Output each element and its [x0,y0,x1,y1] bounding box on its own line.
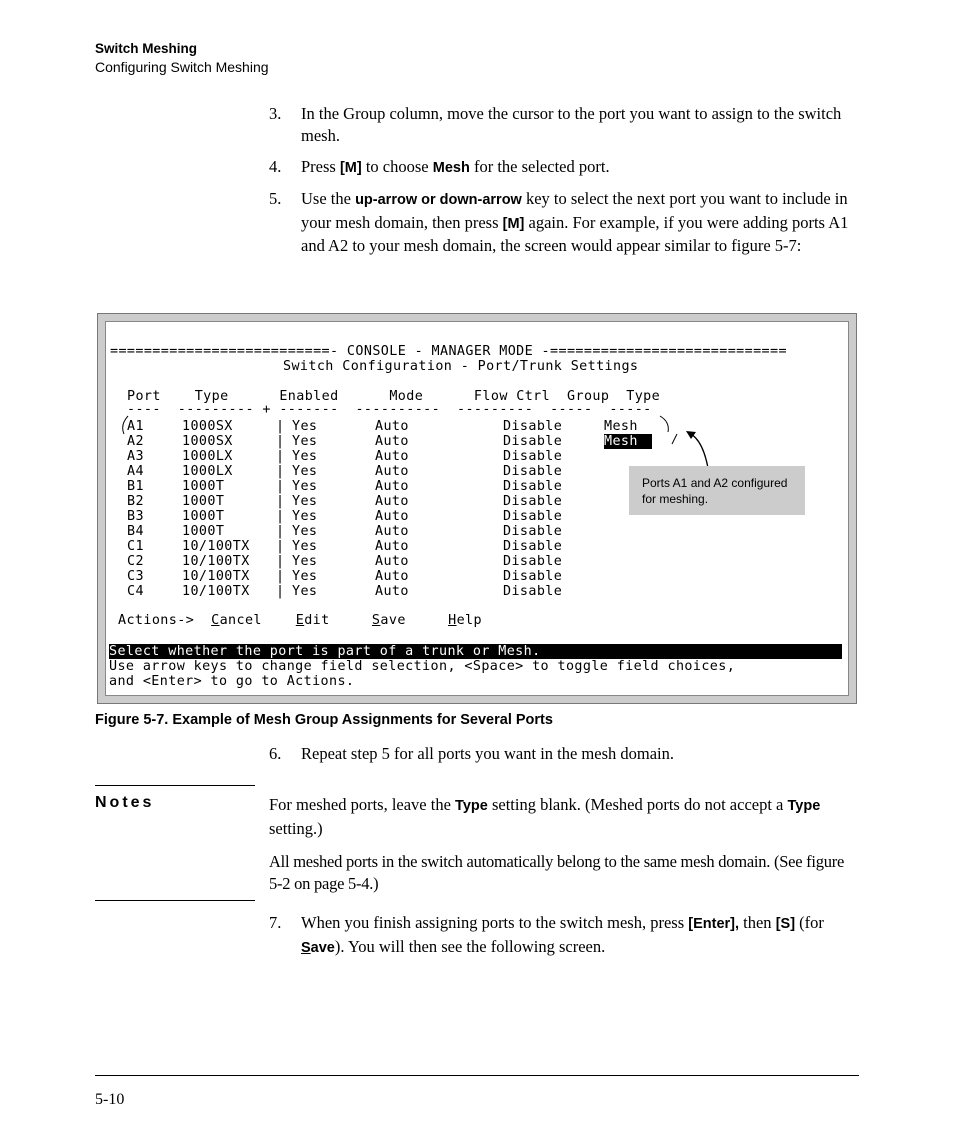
type-term: Type [455,798,488,814]
action-help[interactable]: Help [448,613,482,628]
cell-port: A1 [127,419,144,434]
cell-mode: Auto [375,569,409,584]
cell-type: 1000LX [182,464,233,479]
action-edit[interactable]: Edit [295,613,330,628]
cell-type: 10/100TX [182,554,250,569]
cell-mode: Auto [375,449,409,464]
cell-mode: Auto [375,464,409,479]
callout-line-1: Ports A1 and A2 configured [642,476,788,490]
cell-flow: Disable [503,434,563,449]
cell-port: B2 [127,494,144,509]
cell-enabled: Yes [292,494,318,509]
cell-flow: Disable [503,569,563,584]
action-save[interactable]: Save [371,613,406,628]
column-separator: | [276,524,285,539]
action-cancel[interactable]: Cancel [211,613,262,628]
cell-enabled: Yes [292,539,318,554]
cell-type: 1000T [182,524,225,539]
step-4 [269,156,859,180]
step-number: 3. [269,104,282,123]
cell-enabled: Yes [292,449,318,464]
cell-port: B3 [127,509,144,524]
cell-flow: Disable [503,539,563,554]
cell-type: 10/100TX [182,539,250,554]
console-title: Switch Configuration - Port/Trunk Settings [283,359,639,374]
page-number: 5-10 [95,1091,125,1108]
callout-line-2: for meshing. [642,492,709,506]
bracket-tick-icon [672,434,677,444]
figure-caption: Figure 5-7. Example of Mesh Group Assignments for Several Ports [95,712,553,728]
cell-type: 1000T [182,494,225,509]
cell-flow: Disable [503,419,563,434]
cell-mode: Auto [375,434,409,449]
cell-port: B4 [127,524,144,539]
cell-mode: Auto [375,419,409,434]
column-separator: | [276,509,285,524]
cell-flow: Disable [503,554,563,569]
cell-enabled: Yes [292,554,318,569]
help-line-2: and <Enter> to go to Actions. [109,674,355,689]
cell-flow: Disable [503,509,563,524]
status-bar: Select whether the port is part of a trunk or Mesh. [109,644,842,659]
footer-rule [95,1075,859,1076]
cell-port: B1 [127,479,144,494]
save-term: Save [301,939,335,956]
cell-type: 1000LX [182,449,233,464]
step-number: 4. [269,157,282,176]
step-number: 5. [269,189,282,208]
callout-box [629,466,805,515]
cell-mode: Auto [375,554,409,569]
cell-type: 1000SX [182,419,233,434]
step-number: 7. [269,913,282,932]
cell-enabled: Yes [292,509,318,524]
column-separator: | [276,434,285,449]
key-s: [S] [775,916,796,932]
actions-label: Actions-> [118,613,195,628]
cell-type: 1000SX [182,434,233,449]
cell-type: 10/100TX [182,569,250,584]
cell-mode: Auto [375,584,409,599]
note-paragraph-2: All meshed ports in the switch automatically belong to the same mesh domain. (See figure 5-2 on page 5-4.) [269,852,845,893]
column-rule: ---- --------- + ------- ---------- --------- ----- ----- [127,402,652,417]
cell-flow: Disable [503,449,563,464]
bracket-left-icon [123,416,128,434]
cell-enabled: Yes [292,524,318,539]
step-text: Press [301,157,340,176]
type-term: Type [787,798,821,814]
cell-flow: Disable [503,524,563,539]
cell-port: A3 [127,449,144,464]
note-paragraph-1: For meshed ports, leave the Type setting blank. (Meshed ports do not accept a Type setting.) [269,795,821,838]
cell-port: C1 [127,539,144,554]
cell-type: 10/100TX [182,584,250,599]
cell-flow: Disable [503,479,563,494]
column-separator: | [276,539,285,554]
cell-enabled: Yes [292,464,318,479]
cell-group[interactable]: Mesh [604,434,652,449]
cell-mode: Auto [375,509,409,524]
key-m: [M] [339,160,362,176]
cell-enabled: Yes [292,569,318,584]
cell-port: A4 [127,464,144,479]
cell-enabled: Yes [292,434,318,449]
cell-port: C3 [127,569,144,584]
cell-port: C2 [127,554,144,569]
cell-type: 1000T [182,479,225,494]
step-6 [269,743,859,765]
cell-mode: Auto [375,524,409,539]
cell-enabled: Yes [292,584,318,599]
column-separator: | [276,584,285,599]
column-separator: | [276,569,285,584]
section-title: Configuring Switch Meshing [95,59,269,75]
step-text: Use the [301,189,356,208]
chapter-title: Switch Meshing [95,41,198,56]
column-separator: | [276,449,285,464]
column-separator: | [276,494,285,509]
step-5 [269,188,859,257]
step-text: Repeat step 5 for all ports you want in the mesh domain. [301,744,675,763]
step-text: In the Group column, move the cursor to the port you want to assign to the switch mesh. [301,104,842,145]
column-separator: | [276,419,285,434]
cell-mode: Auto [375,539,409,554]
cell-port: A2 [127,434,144,449]
cell-mode: Auto [375,479,409,494]
cell-enabled: Yes [292,479,318,494]
step-text: key to select the next port you want to include in your mesh domain, then press [301,189,848,232]
console-banner: ==========================- CONSOLE - MANAGER MODE -============================ [110,344,787,359]
step-3 [269,103,859,146]
column-headers: Port Type Enabled Mode Flow Ctrl Group Type [127,389,661,404]
help-line-1: Use arrow keys to change field selection, <Space> to toggle field choices, [109,659,736,674]
step-text: for the selected port. [469,157,610,176]
column-separator: | [276,554,285,569]
cell-flow: Disable [503,494,563,509]
cell-group: Mesh [604,419,638,434]
mesh-term: Mesh [432,160,470,176]
cell-port: C4 [127,584,144,599]
column-separator: | [276,479,285,494]
step-text: to choose [361,157,433,176]
step-number: 6. [269,744,282,763]
notes-title: Notes [95,794,155,811]
cell-flow: Disable [503,464,563,479]
step-7: 7. When you finish assigning ports to the switch mesh, press [Enter], then [S] (for Save). You will then see the following screen. [269,913,824,956]
key-m: [M] [502,215,525,232]
step-text: again. For example, if you were adding ports A1 and A2 to your mesh domain, the screen would appear similar to figure 5-7: [301,212,849,255]
column-separator: | [276,464,285,479]
cell-flow: Disable [503,584,563,599]
cell-enabled: Yes [292,419,318,434]
cell-type: 1000T [182,509,225,524]
arrow-keys-term: up-arrow or down-arrow [355,192,522,208]
arrow-head-icon [686,431,696,439]
notes-top-rule [95,785,255,786]
cell-mode: Auto [375,494,409,509]
enter-key-term: [Enter], [688,916,740,932]
notes-bottom-rule [95,900,255,901]
bracket-right-icon [660,416,668,432]
